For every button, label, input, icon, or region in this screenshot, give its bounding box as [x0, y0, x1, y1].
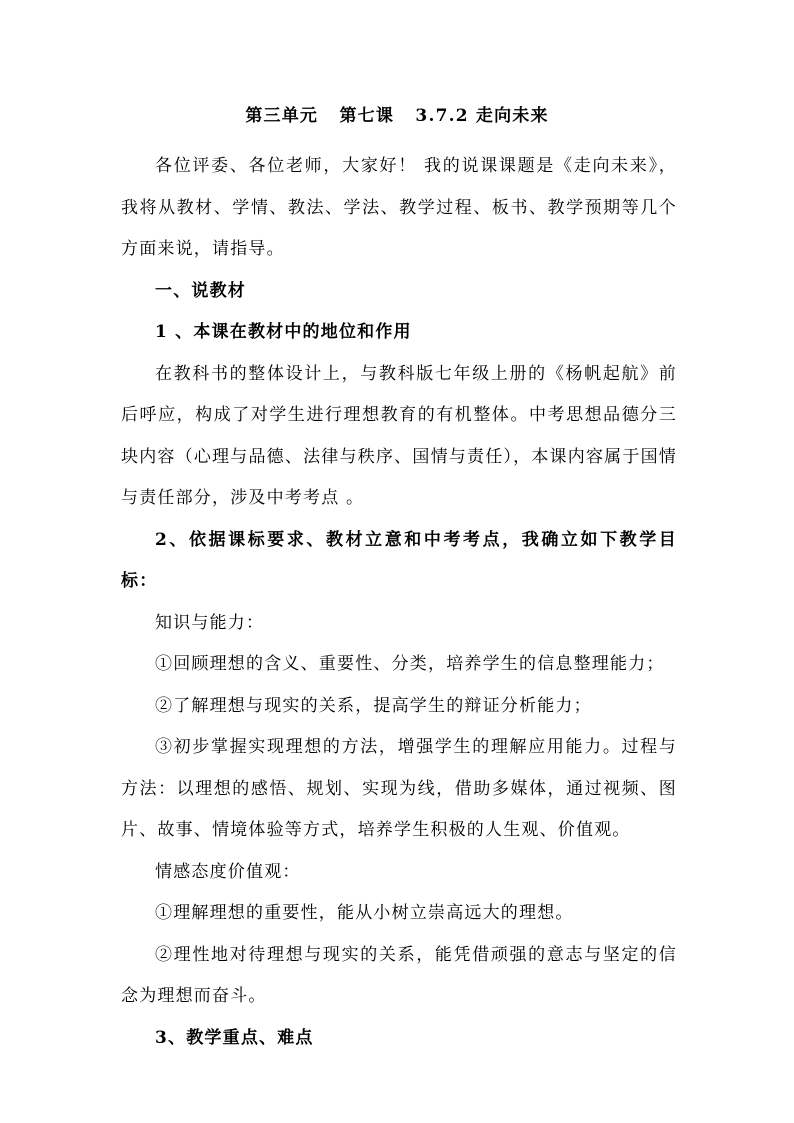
- heading-role: 1 、本课在教材中的地位和作用: [155, 322, 412, 342]
- page-title: 第三单元 第七课 3.7.2 走向未来: [245, 106, 549, 126]
- objective-1: ①回顾理想的含义、重要性、分类，培养学生的信息整理能力；: [155, 654, 665, 674]
- paragraph-role: 在教科书的整体设计上，与教科版七年级上册的《杨帆起航》前后呼应，构成了对学生进行理想教育的有机整体。中考思想品德分三块内容（心理与品德、法律与秩序、国情与责任），本课内容属于国情与责任部分，涉及中考考点 。: [121, 363, 677, 508]
- paragraph-intro: 各位评委、各位老师，大家好！ 我的说课课题是《走向未来》，我将从教材、学情、教法、学法、教学过程、板书、教学预期等几个方面来说，请指导。: [121, 156, 677, 259]
- attitude-1: ①理解理想的重要性，能从小树立崇高远大的理想。: [155, 903, 574, 923]
- heading-objectives: 2、依据课标要求、教材立意和中考考点，我确立如下教学目标：: [121, 529, 677, 591]
- objective-2: ②了解理想与现实的关系，提高学生的辩证分析能力；: [155, 695, 592, 716]
- heading-key-points: 3、教学重点、难点: [155, 1027, 314, 1048]
- attitude-2: ②理性地对待理想与现实的关系，能凭借顽强的意志与坚定的信念为理想而奋斗。: [121, 944, 677, 1006]
- document-body: [121, 146, 677, 1059]
- heading-textbook: 一、说教材: [155, 280, 246, 301]
- objective-3: ③初步掌握实现理想的方法，增强学生的理解应用能力。过程与方法：以理想的感悟、规划、实现为线，借助多媒体，通过视频、图片、故事、情境体验等方式，培养学生积极的人生观、价值观。: [121, 737, 677, 840]
- label-attitude: 情感态度价值观：: [155, 861, 301, 882]
- label-knowledge: 知识与能力：: [155, 612, 265, 633]
